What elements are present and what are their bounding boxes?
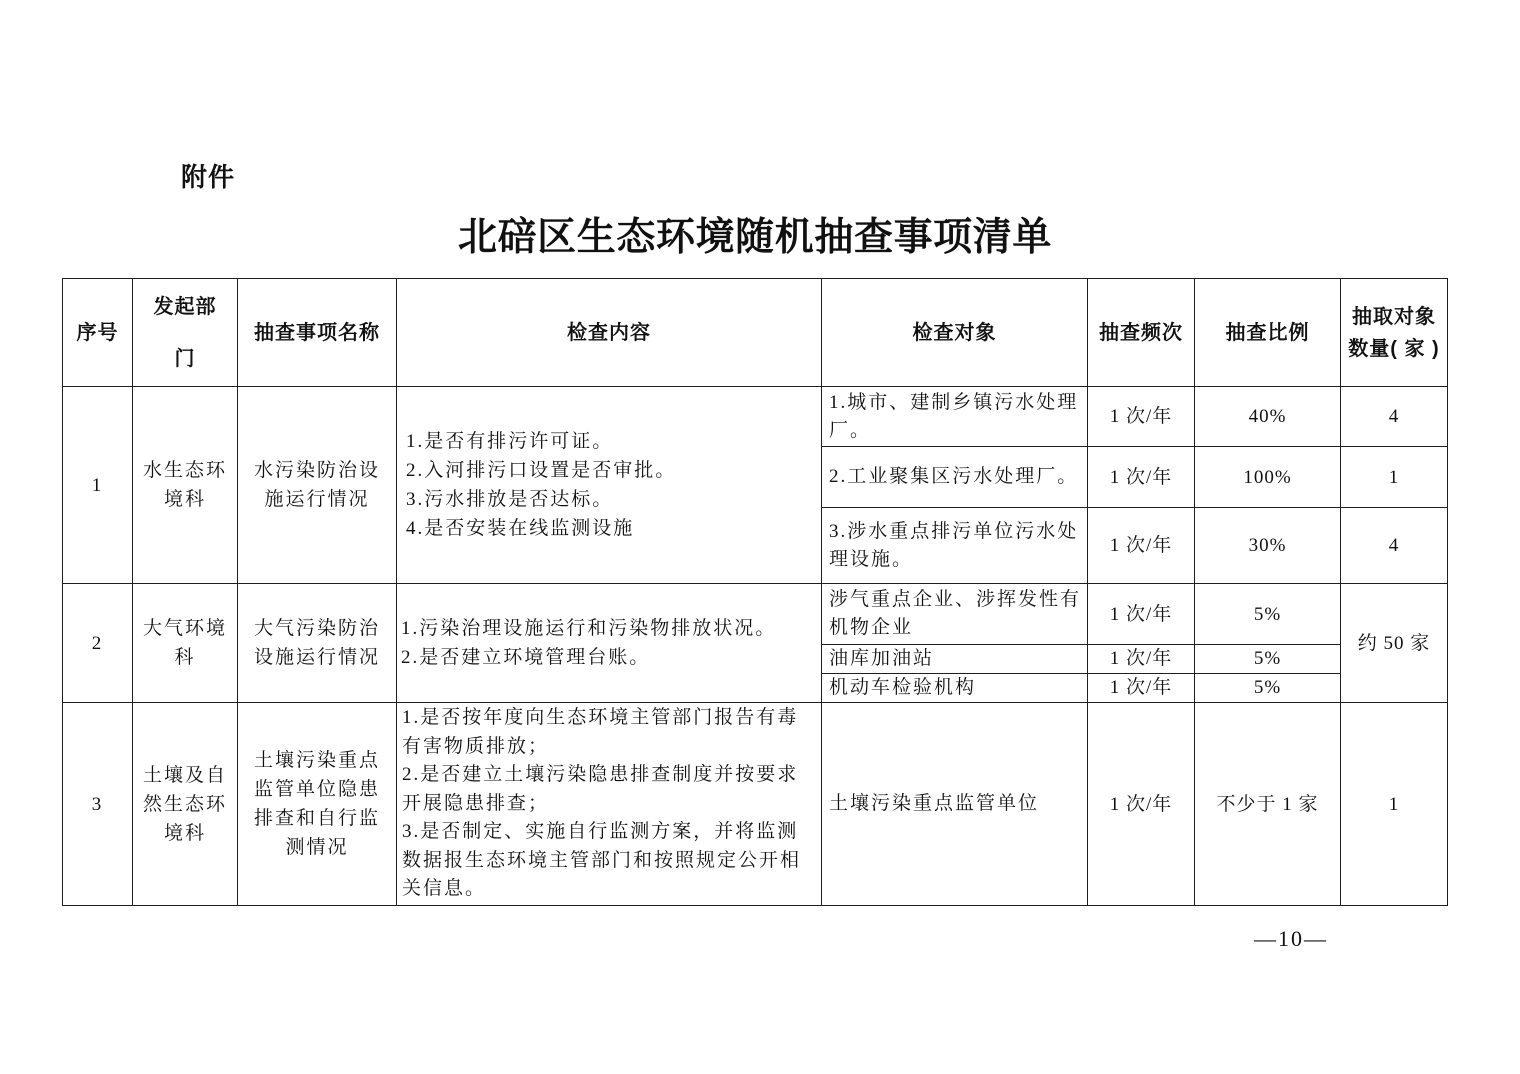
row-1-frequency-2: 1 次/年 bbox=[1109, 466, 1173, 488]
table-cell bbox=[238, 387, 396, 583]
row-1-content-item: 4.是否安装在线监测设施 bbox=[406, 518, 635, 539]
table-cell bbox=[397, 584, 821, 702]
table-cell bbox=[1088, 703, 1194, 905]
table-cell bbox=[133, 584, 237, 702]
row-3-content-item: 1.是否按年度向生态环境主管部门报告有毒有害物质排放； bbox=[402, 707, 799, 757]
inspection-table bbox=[62, 278, 1448, 906]
row-2-frequency-3: 1 次/年 bbox=[1109, 677, 1173, 698]
row-2-ratio-2: 5% bbox=[1253, 648, 1282, 669]
table-cell bbox=[133, 703, 237, 905]
table-cell bbox=[822, 508, 1087, 583]
table-cell bbox=[1088, 584, 1194, 644]
table-cell bbox=[822, 703, 1087, 905]
header-cell bbox=[1088, 279, 1194, 386]
header-frequency: 抽查频次 bbox=[1099, 321, 1183, 344]
table-cell bbox=[63, 584, 132, 702]
row-3-count-1: 1 bbox=[1388, 793, 1400, 815]
table-cell bbox=[238, 584, 396, 702]
header-cell bbox=[397, 279, 821, 386]
table-cell bbox=[1341, 447, 1447, 507]
header-cell bbox=[1195, 279, 1340, 386]
header-department: 发起部门 bbox=[153, 295, 217, 370]
row-1-target-3: 3.涉水重点排污单位污水处理设施。 bbox=[829, 520, 1079, 570]
header-ratio: 抽查比例 bbox=[1225, 321, 1310, 344]
row-1-index: 1 bbox=[91, 474, 104, 496]
row-1-content-item: 3.污水排放是否达标。 bbox=[406, 489, 614, 510]
row-1-frequency-1: 1 次/年 bbox=[1109, 406, 1173, 427]
table-cell bbox=[1195, 674, 1340, 702]
row-1-department: 水生态环境科 bbox=[142, 460, 227, 510]
table-cell bbox=[1195, 387, 1340, 446]
header-cell bbox=[63, 279, 132, 386]
attachment-label: 附件 bbox=[181, 162, 236, 192]
table-cell bbox=[1195, 584, 1340, 644]
table-cell bbox=[1195, 508, 1340, 583]
row-2-target-1: 涉气重点企业、涉挥发性有机物企业 bbox=[829, 589, 1082, 638]
table-cell bbox=[63, 703, 132, 905]
row-1-ratio-3: 30% bbox=[1248, 535, 1287, 556]
table-cell bbox=[1088, 447, 1194, 507]
table-cell bbox=[397, 387, 821, 583]
header-count: 抽取对象数量( 家 ) bbox=[1348, 305, 1440, 360]
row-2-frequency-2: 1 次/年 bbox=[1109, 648, 1173, 669]
row-1-count-3: 4 bbox=[1388, 535, 1400, 556]
table-cell bbox=[397, 703, 821, 905]
table-cell bbox=[238, 703, 396, 905]
row-1-frequency-3: 1 次/年 bbox=[1109, 535, 1173, 556]
row-3-content bbox=[397, 704, 821, 904]
table-cell bbox=[1195, 447, 1340, 507]
row-1-content bbox=[397, 427, 821, 543]
header-cell bbox=[822, 279, 1087, 386]
row-1-item-name: 水污染防治设施运行情况 bbox=[253, 460, 380, 510]
table-cell bbox=[822, 645, 1087, 673]
row-1-ratio-2: 100% bbox=[1243, 466, 1292, 488]
header-index: 序号 bbox=[76, 321, 119, 344]
row-3-content-item: 3.是否制定、实施自行监测方案，并将监测数据报生态环境主管部门和按照规定公开相关信息。 bbox=[402, 821, 802, 900]
row-3-frequency-1: 1 次/年 bbox=[1109, 793, 1173, 815]
table-cell bbox=[133, 387, 237, 583]
row-3-target-1: 土壤污染重点监管单位 bbox=[829, 793, 1040, 814]
table-cell bbox=[1088, 508, 1194, 583]
row-3-content-item: 2.是否建立土壤污染隐患排查制度并按要求开展隐患排查； bbox=[402, 764, 799, 814]
table-cell bbox=[1088, 674, 1194, 702]
row-2-target-2: 油库加油站 bbox=[829, 648, 935, 669]
row-3-ratio-1: 不少于 1 家 bbox=[1216, 793, 1319, 815]
row-2-ratio-1: 5% bbox=[1253, 603, 1282, 625]
table-cell bbox=[1195, 703, 1340, 905]
table-cell bbox=[63, 387, 132, 583]
header-item-name: 抽查事项名称 bbox=[254, 321, 380, 344]
row-1-target-1: 1.城市、建制乡镇污水处理厂。 bbox=[829, 391, 1079, 441]
row-1-count-2: 1 bbox=[1388, 466, 1400, 488]
row-3-item-name: 土壤污染重点监管单位隐患排查和自行监测情况 bbox=[253, 750, 380, 858]
table-cell bbox=[822, 447, 1087, 507]
table-cell bbox=[1088, 387, 1194, 446]
document-title: 北碚区生态环境随机抽查事项清单 bbox=[457, 216, 1052, 259]
table-cell bbox=[822, 387, 1087, 446]
table-cell bbox=[822, 674, 1087, 702]
header-target: 检查对象 bbox=[912, 321, 997, 344]
row-1-content-item: 2.入河排污口设置是否审批。 bbox=[406, 460, 677, 481]
table-cell bbox=[1341, 703, 1447, 905]
row-1-content-item: 1.是否有排污许可证。 bbox=[406, 431, 614, 452]
table-cell bbox=[1341, 508, 1447, 583]
table-cell bbox=[1341, 387, 1447, 446]
header-cell bbox=[133, 279, 237, 386]
row-2-item-name: 大气污染防治设施运行情况 bbox=[253, 618, 380, 668]
row-2-department: 大气环境科 bbox=[142, 618, 227, 668]
table-cell bbox=[1088, 645, 1194, 673]
row-2-content bbox=[397, 614, 821, 672]
row-2-content-item: 1.污染治理设施运行和污染物排放状况。 bbox=[401, 618, 777, 639]
table-cell bbox=[1195, 645, 1340, 673]
row-3-index: 3 bbox=[91, 793, 104, 815]
row-1-target-2: 2.工业聚集区污水处理厂。 bbox=[829, 466, 1079, 487]
header-cell bbox=[238, 279, 396, 386]
row-1-count-1: 4 bbox=[1388, 406, 1400, 427]
row-1-ratio-1: 40% bbox=[1248, 406, 1287, 427]
row-2-ratio-3: 5% bbox=[1253, 677, 1282, 698]
row-2-index: 2 bbox=[91, 632, 104, 654]
row-2-frequency-1: 1 次/年 bbox=[1109, 603, 1173, 625]
page-number: —10— bbox=[1254, 926, 1328, 951]
row-3-department: 土壤及自然生态环境科 bbox=[142, 764, 227, 844]
table-cell bbox=[822, 584, 1087, 644]
header-cell bbox=[1341, 279, 1447, 386]
row-2-target-3: 机动车检验机构 bbox=[829, 677, 977, 698]
row-2-count: 约 50 家 bbox=[1357, 632, 1431, 654]
table-cell bbox=[1341, 584, 1447, 702]
row-2-content-item: 2.是否建立环境管理台账。 bbox=[401, 647, 651, 668]
header-content: 检查内容 bbox=[567, 321, 651, 344]
